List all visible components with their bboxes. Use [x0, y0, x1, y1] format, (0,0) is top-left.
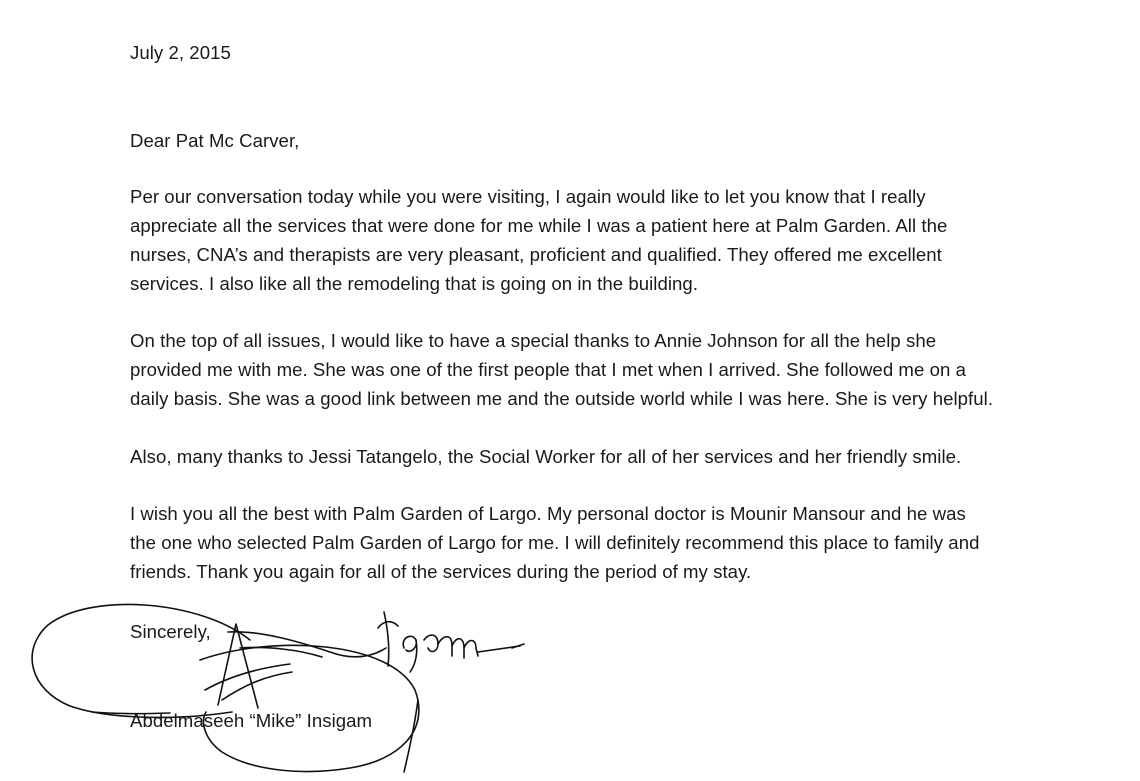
- paragraph-line: provided me with me. She was one of the first people that I met when I arrived. She followed me on a: [130, 359, 966, 380]
- paragraph-line: services. I also like all the remodeling that is going on in the building.: [130, 273, 699, 294]
- paragraph-line: Also, many thanks to Jessi Tatangelo, the Social Worker for all of her services and her friendly smile.: [130, 446, 962, 467]
- paragraph-line: I wish you all the best with Palm Garden of Largo. My personal doctor is Mounir Mansour and he was: [130, 503, 966, 524]
- letter-closing: Sincerely,: [130, 621, 211, 642]
- paragraph-line: the one who selected Palm Garden of Largo for me. I will definitely recommend this place to family and: [130, 532, 980, 553]
- signer-name: Abdelmaseeh “Mike” Insigam: [130, 710, 373, 731]
- paragraph-line: friends. Thank you again for all of the services during the period of my stay.: [130, 561, 752, 582]
- paragraph-line: nurses, CNA’s and therapists are very pleasant, proficient and qualified. They offered me excellent: [130, 244, 942, 265]
- paragraph-line: On the top of all issues, I would like to have a special thanks to Annie Johnson for all the help she: [130, 330, 937, 351]
- paragraph-line: Per our conversation today while you were visiting, I again would like to let you know that I really: [130, 186, 926, 207]
- paragraph-line: appreciate all the services that were done for me while I was a patient here at Palm Garden. All the: [130, 215, 948, 236]
- letter-salutation: Dear Pat Mc Carver,: [130, 130, 300, 151]
- letter-date: July 2, 2015: [130, 42, 231, 63]
- paragraph-line: daily basis. She was a good link between me and the outside world while I was here. She is very helpful.: [130, 388, 994, 409]
